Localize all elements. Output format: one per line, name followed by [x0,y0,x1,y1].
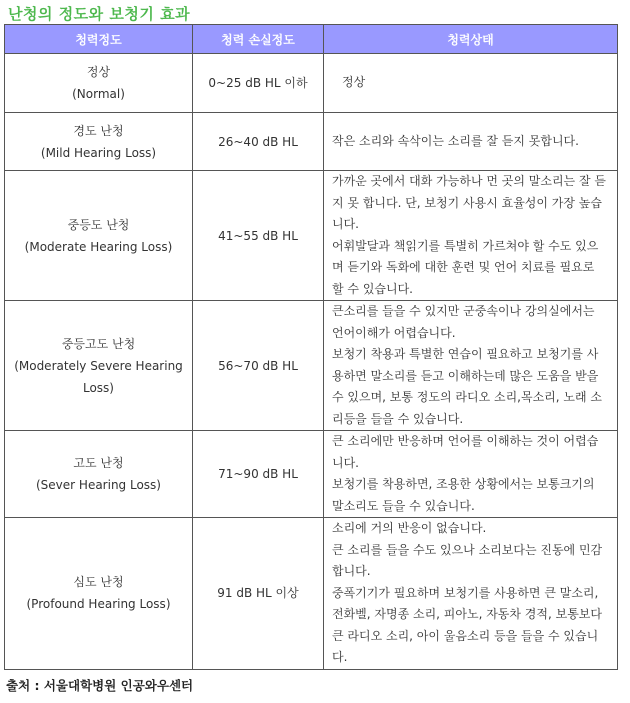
level-ko: 중등고도 난청 [61,336,136,351]
status-text: 가까운 곳에서 대화 가능하나 먼 곳의 말소리는 잘 듣지 못 합니다. 단, 보청기 사용시 효율성이 가장 높습니다. [332,174,606,231]
status-text: 정상 [342,75,366,90]
level-ko: 심도 난청 [73,575,124,590]
level-cell [5,113,193,171]
header-loss: 청력 손실정도 [193,25,324,54]
table-header-row [5,25,618,54]
level-cell [5,54,193,113]
status-text: 중폭기기가 필요하며 보청기를 사용하면 큰 말소리, 전화벨, 자명종 소리, 피아노, 자동차 경적, 보통보다 큰 라디오 소리, 아이 울음소리 등을 들을 수 있습니다. [332,585,602,664]
level-ko: 정상 [86,65,111,79]
status-cell [324,301,618,431]
status-cell [324,171,618,301]
level-en: (Normal) [72,87,125,101]
table-row [5,171,618,301]
level-en: (Moderate Hearing Loss) [24,239,173,254]
page-title: 난청의 정도와 보청기 효과 [8,5,191,23]
loss-cell: 71~90 dB HL [193,431,324,518]
level-en: (Mild Hearing Loss) [40,145,157,160]
status-cell [324,518,618,670]
status-text: 큰 소리를 들을 수도 있으나 소리보다는 진동에 민감합니다. [332,542,603,578]
table-row [5,518,618,670]
status-text: 보청기를 착용하면, 조용한 상황에서는 보통크기의 말소리도 들을 수 있습니다. [332,477,595,513]
loss-cell: 56~70 dB HL [193,301,324,431]
level-cell [5,431,193,518]
table-row [5,301,618,431]
hearing-loss-table [4,24,618,670]
table-row [5,431,618,518]
table-row [5,113,618,171]
loss-cell: 26~40 dB HL [193,113,324,171]
table-row [5,54,618,113]
status-text: 보청기 착용과 특별한 연습이 필요하고 보청기를 사용하면 말소리를 듣고 이해하는데 많은 도움을 받을 수 있으며, 보통 정도의 라디오 소리,목소리, 노래 소리등을 들을 수 있습니다. [332,347,602,426]
status-text: 소리에 거의 반응이 없습니다. [332,521,487,535]
header-level: 청력정도 [5,25,193,54]
loss-cell: 41~55 dB HL [193,171,324,301]
status-text: 큰소리를 들을 수 있지만 군중속이나 강의실에서는 언어이해가 어렵습니다. [332,304,595,340]
level-ko: 경도 난청 [73,123,124,138]
level-en: (Moderately Severe Hearing Loss) [14,358,183,395]
status-text: 어휘발달과 책읽기를 특별히 가르쳐야 할 수도 있으며 듣기와 독화에 대한 훈련 및 언어 치료를 필요로 할 수 있습니다. [332,238,599,296]
source-note: 출처 : 서울대학병원 인공와우센터 [6,678,194,693]
level-cell [5,518,193,670]
level-cell [5,301,193,431]
level-ko: 고도 난청 [73,456,124,470]
status-cell [324,113,618,171]
level-en: (Profound Hearing Loss) [26,597,171,612]
level-cell [5,171,193,301]
loss-cell: 91 dB HL 이상 [193,518,324,670]
header-status: 청력상태 [324,25,618,54]
status-cell [324,54,618,113]
level-en: (Sever Hearing Loss) [36,478,161,492]
status-cell [324,431,618,518]
loss-cell: 0~25 dB HL 이하 [193,54,324,113]
status-text: 큰 소리에만 반응하며 언어를 이해하는 것이 어렵습니다. [332,434,599,470]
level-ko: 중등도 난청 [67,217,130,232]
status-text: 작은 소리와 속삭이는 소리를 잘 듣지 못합니다. [332,133,579,148]
